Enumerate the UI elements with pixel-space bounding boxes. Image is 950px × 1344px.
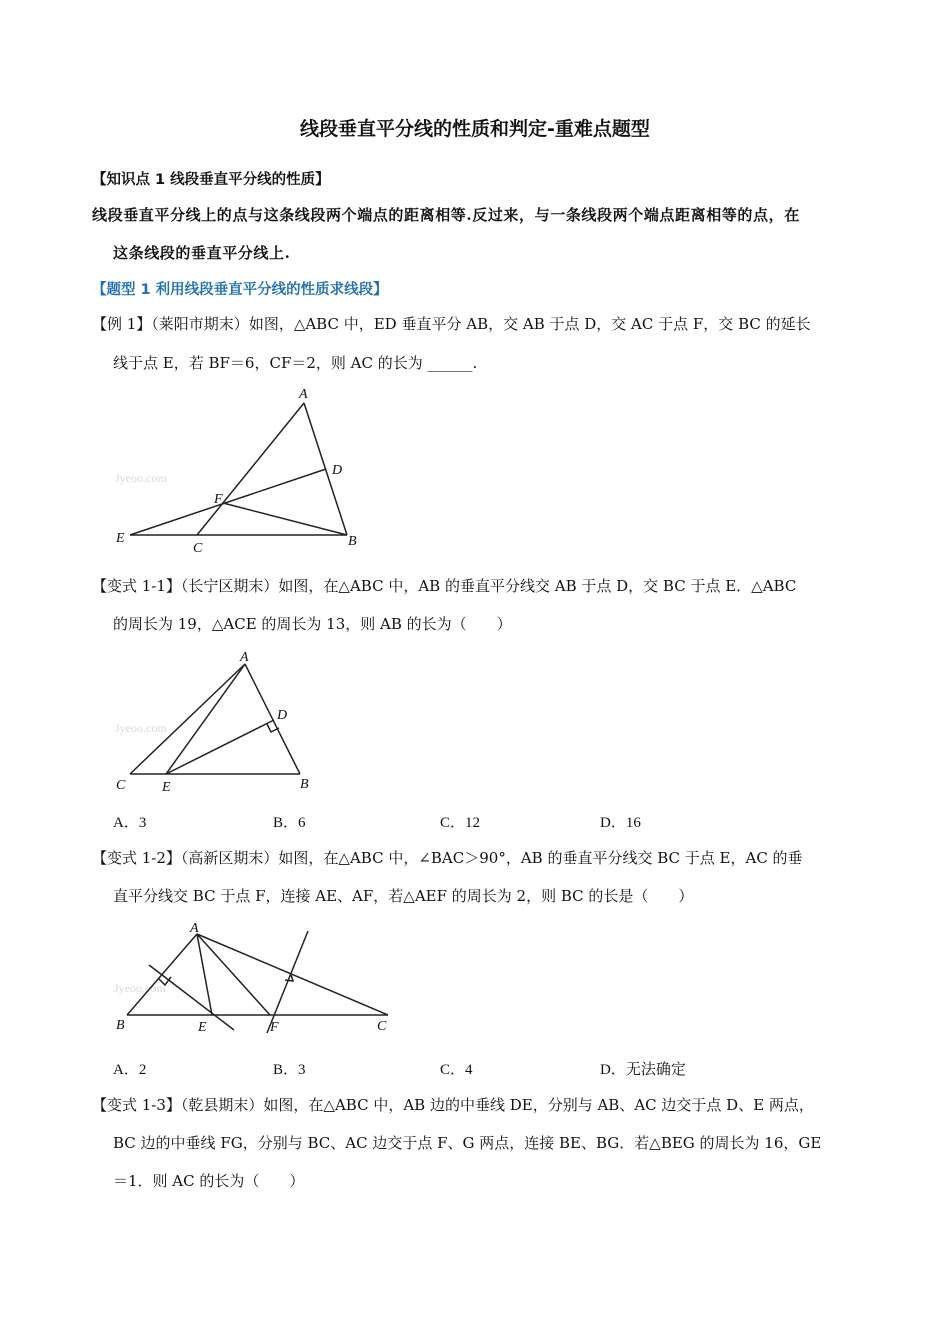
label-a: A: [299, 387, 308, 402]
label-b: B: [116, 1018, 125, 1033]
label-b: B: [348, 534, 357, 549]
label-b: B: [300, 777, 309, 792]
variant11-option-a[interactable]: A．3: [113, 815, 147, 831]
label-c: C: [377, 1019, 387, 1034]
label-d: D: [332, 463, 343, 478]
label-d: D: [277, 708, 288, 723]
label-f: F: [214, 492, 223, 507]
example1-text-line2: 线于点 E，若 BF＝6，CF＝2，则 AC 的长为 ______.: [113, 354, 478, 372]
label-e: E: [162, 780, 171, 795]
label-e: E: [116, 531, 125, 546]
variant12-text-line2: 直平分线交 BC 于点 F，连接 AE、AF，若△AEF 的周长为 2，则 BC 的长是（ ）: [113, 887, 694, 905]
example1-text-line1: 【例 1】（莱阳市期末）如图，△ABC 中，ED 垂直平分 AB，交 AB 于点 D，交 AC 于点 F，交 BC 的延长: [92, 315, 811, 333]
variant12-option-c[interactable]: C．4: [440, 1062, 473, 1078]
variant11-option-b[interactable]: B．6: [273, 815, 306, 831]
variant11-option-d[interactable]: D．16: [600, 815, 641, 831]
variant11-text-line2: 的周长为 19，△ACE 的周长为 13，则 AB 的长为（ ）: [113, 615, 512, 633]
variant12-option-d[interactable]: D．无法确定: [600, 1062, 686, 1078]
variant13-text-line2: BC 边的中垂线 FG，分别与 BC、AC 边交于点 F、G 两点，连接 BE、BG．若△BEG 的周长为 16，GE: [113, 1134, 822, 1152]
variant12-text-line1: 【变式 1-2】（高新区期末）如图，在△ABC 中，∠BAC＞90°，AB 的垂直平分线交 BC 于点 E，AC 的垂: [92, 849, 803, 867]
knowledge-text-line2: 这条线段的垂直平分线上.: [113, 244, 291, 262]
knowledge-text-line1: 线段垂直平分线上的点与这条线段两个端点的距离相等.反过来，与一条线段两个端点距离相等的点，在: [92, 206, 800, 224]
variant13-text-line3: ＝1．则 AC 的长为（ ）: [113, 1172, 305, 1190]
label-f: F: [270, 1020, 279, 1035]
segment-ac: [197, 934, 388, 1015]
variant12-option-a[interactable]: A．2: [113, 1062, 147, 1078]
label-a: A: [190, 921, 199, 936]
perp-bisector-ac: [267, 931, 308, 1033]
label-c: C: [116, 778, 126, 793]
knowledge-heading: 【知识点 1 线段垂直平分线的性质】: [92, 172, 330, 188]
variant12-watermark: Jyeoo.com: [114, 981, 166, 995]
label-c: C: [193, 541, 203, 556]
variant11-text-line1: 【变式 1-1】（长宁区期末）如图，在△ABC 中，AB 的垂直平分线交 AB 于点 D，交 BC 于点 E．△ABC: [92, 577, 797, 595]
perp-bisector-ab: [149, 965, 234, 1030]
topic1-heading: 【题型 1 利用线段垂直平分线的性质求线段】: [92, 282, 388, 298]
label-a: A: [240, 650, 249, 665]
example1-watermark: Jyeoo.com: [115, 471, 167, 485]
page-title: 线段垂直平分线的性质和判定-重难点题型: [300, 118, 650, 140]
label-e: E: [198, 1020, 207, 1035]
variant11-option-c[interactable]: C．12: [440, 815, 481, 831]
variant11-watermark: Jyeoo.com: [115, 721, 167, 735]
variant12-option-b[interactable]: B．3: [273, 1062, 306, 1078]
variant13-text-line1: 【变式 1-3】（乾县期末）如图，在△ABC 中，AB 边的中垂线 DE，分别与 AB、AC 边交于点 D、E 两点，: [92, 1096, 814, 1114]
segment-af: [197, 934, 270, 1015]
